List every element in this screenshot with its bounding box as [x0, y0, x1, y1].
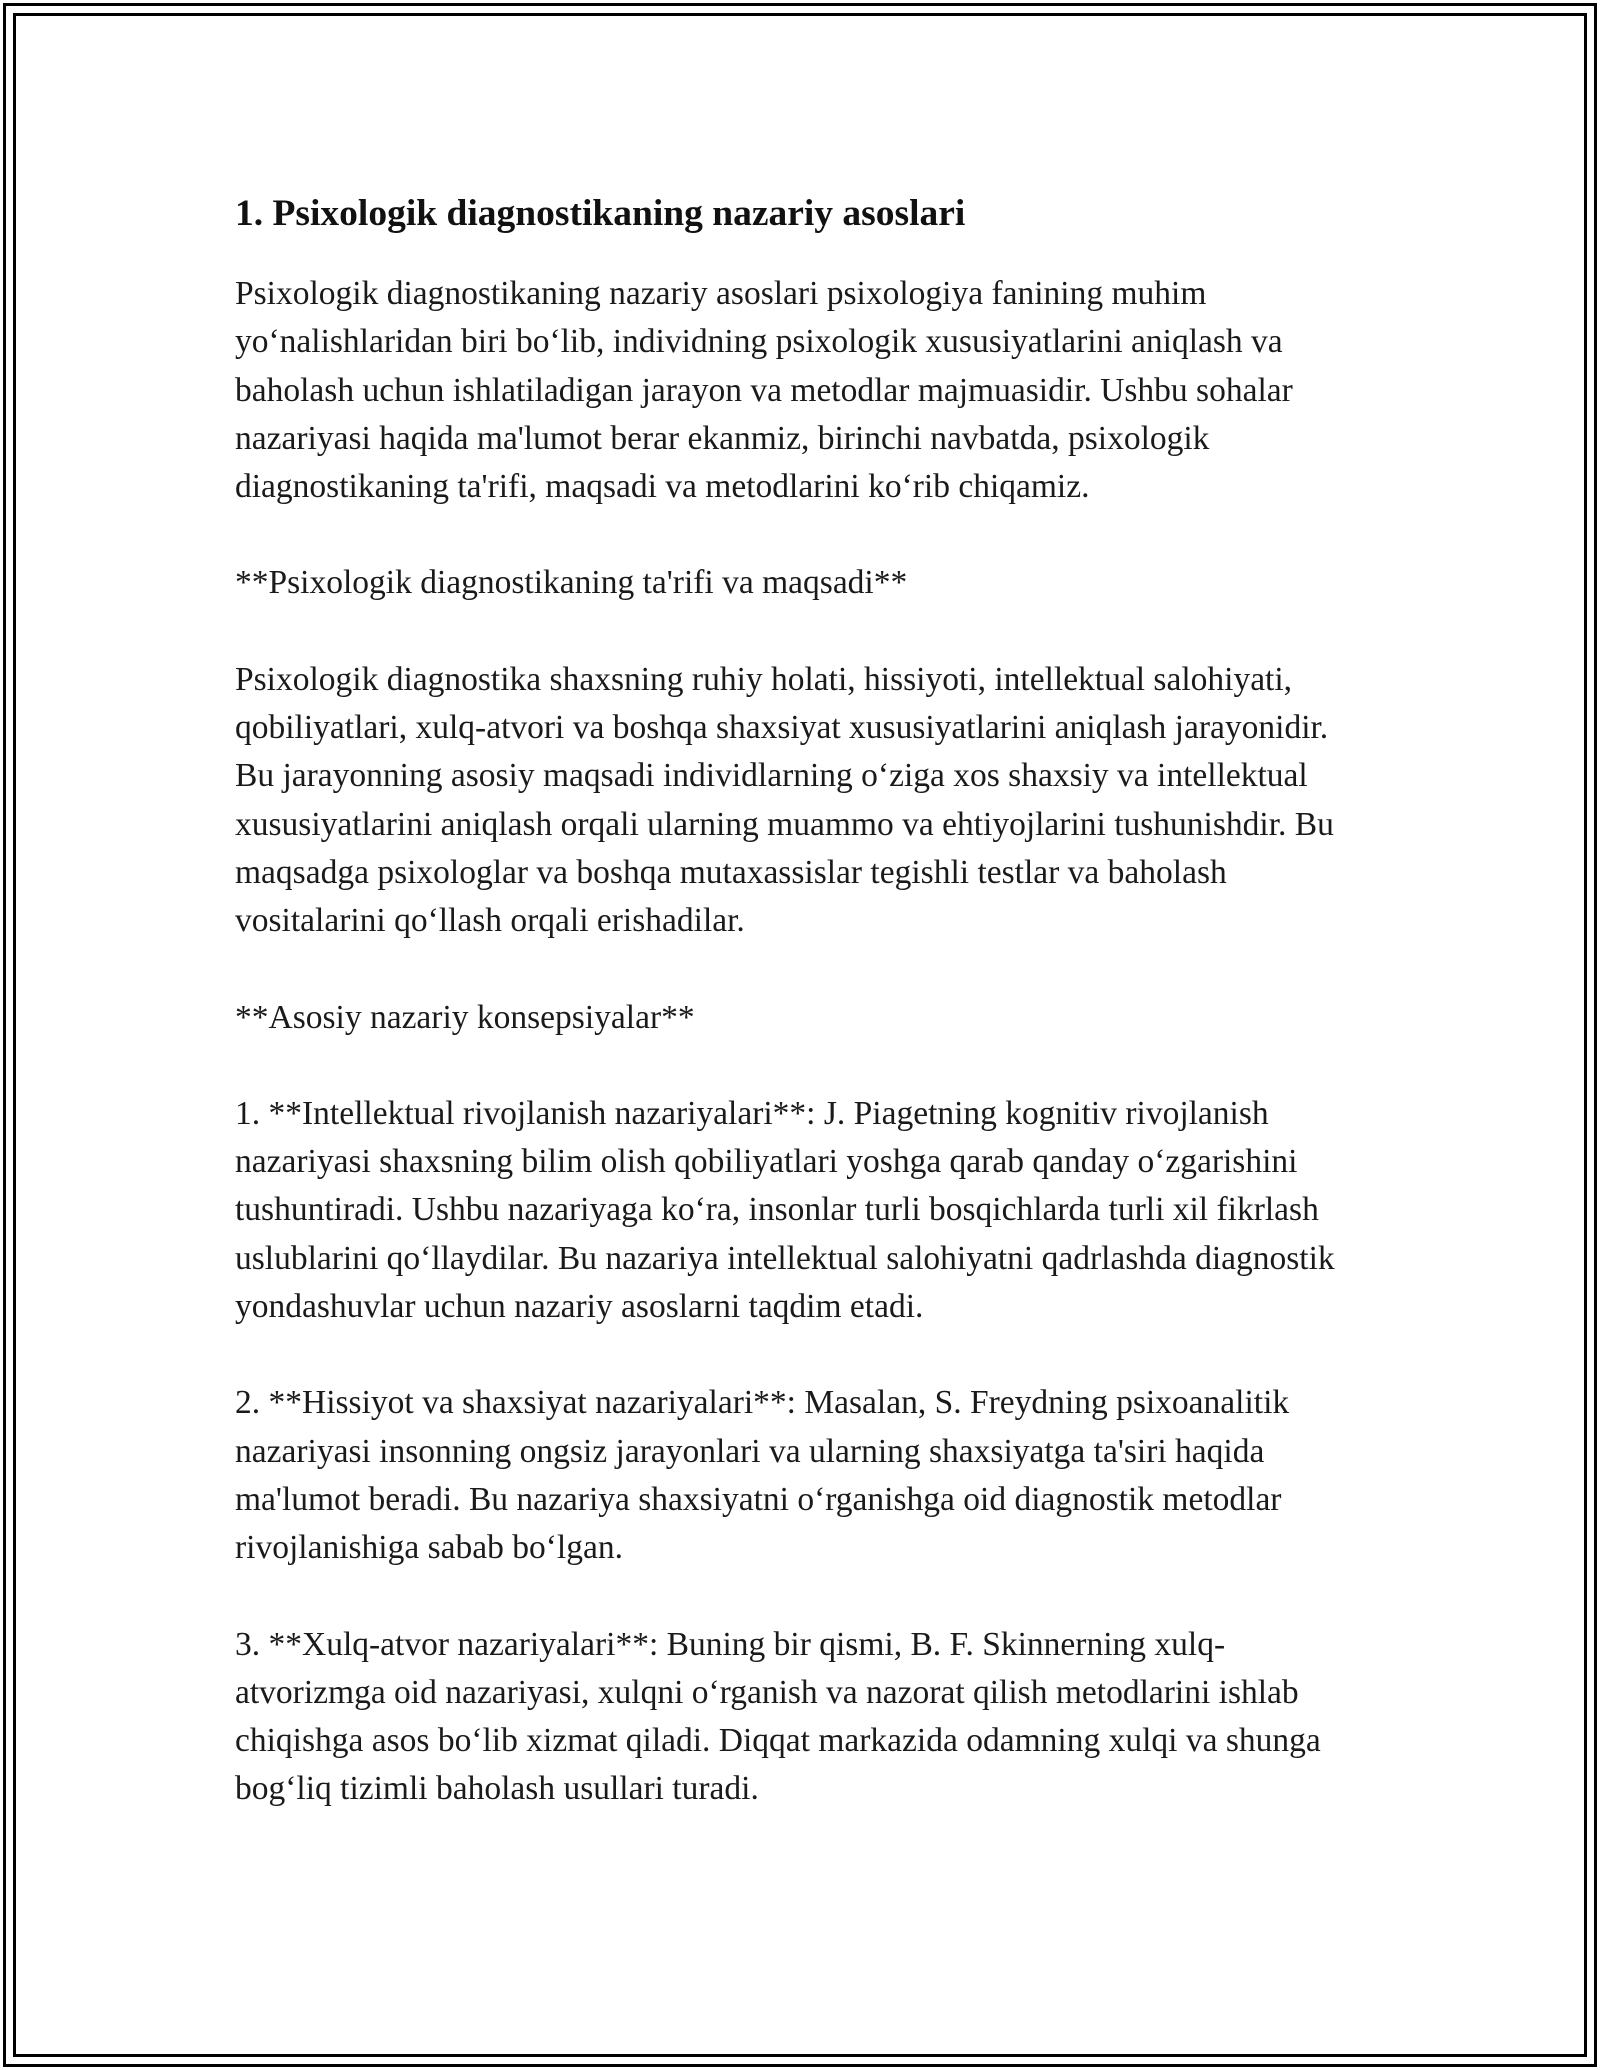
subheading-concepts: **Asosiy nazariy konsepsiyalar**	[235, 998, 695, 1036]
list-item-emotion-personality: 2. **Hissiyot va shaxsiyat nazariyalari**: Masalan, S. Freydning psixoanalitik nazariyasi insonning ongsiz jarayonlari va ularning shaxsiyatga ta'siri haqida ma'lumot beradi. Bu nazariya shaxsiyatni o‘rganishga oid diagnostik metodlar rivojlanishiga sabab bo‘lgan.	[235, 1384, 1290, 1567]
list-item-behavior: 3. **Xulq-atvor nazariyalari**: Buning bir qismi, B. F. Skinnerning xulq-atvorizmga oid nazariyasi, xulqni o‘rganish va nazorat qilish metodlarini ishlab chiqishga asos bo‘lib xizmat qiladi. Diqqat markazida odamning xulqi va shunga bog‘liq tizimli baholash usullari turadi.	[235, 1625, 1321, 1808]
list-item-intellectual: 1. **Intellektual rivojlanish nazariyalari**: J. Piagetning kognitiv rivojlanish nazariyasi shaxsning bilim olish qobiliyatlari yoshga qarab qanday o‘zgarishini tushuntiradi. Ushbu nazariyaga ko‘ra, insonlar turli bosqichlarda turli xil fikrlash uslublarini qo‘llaydilar. Bu nazariya intellektual salohiyatni qadrlashda diagnostik yondashuvlar uchun nazariy asoslarni taqdim etadi.	[235, 1094, 1335, 1326]
section-heading: 1. Psixologik diagnostikaning nazariy asoslari	[235, 193, 966, 234]
paragraph-intro: Psixologik diagnostikaning nazariy asoslari psixologiya fanining muhim yo‘nalishlaridan biri bo‘lib, individning psixologik xususiyatlarini aniqlash va baholash uchun ishlatiladigan jarayon va metodlar majmuasidir. Ushbu sohalar nazariyasi haqida ma'lumot berar ekanmiz, birinchi navbatda, psixologik diagnostikaning ta'rifi, maqsadi va metodlarini ko‘rib chiqamiz.	[235, 275, 1293, 506]
document-body	[235, 188, 1370, 1814]
subheading-definition: **Psixologik diagnostikaning ta'rifi va maqsadi**	[235, 564, 908, 602]
paragraph-definition: Psixologik diagnostika shaxsning ruhiy holati, hissiyoti, intellektual salohiyati, qobiliyatlari, xulq-atvori va boshqa shaxsiyat xususiyatlarini aniqlash jarayonidir. Bu jarayonning asosiy maqsadi individlarning o‘ziga xos shaxsiy va intellektual xususiyatlarini aniqlash orqali ularning muammo va ehtiyojlarini tushunishdir. Bu maqsadga psixologlar va boshqa mutaxassislar tegishli testlar va baholash vositalarini qo‘llash orqali erishadilar.	[235, 660, 1334, 940]
